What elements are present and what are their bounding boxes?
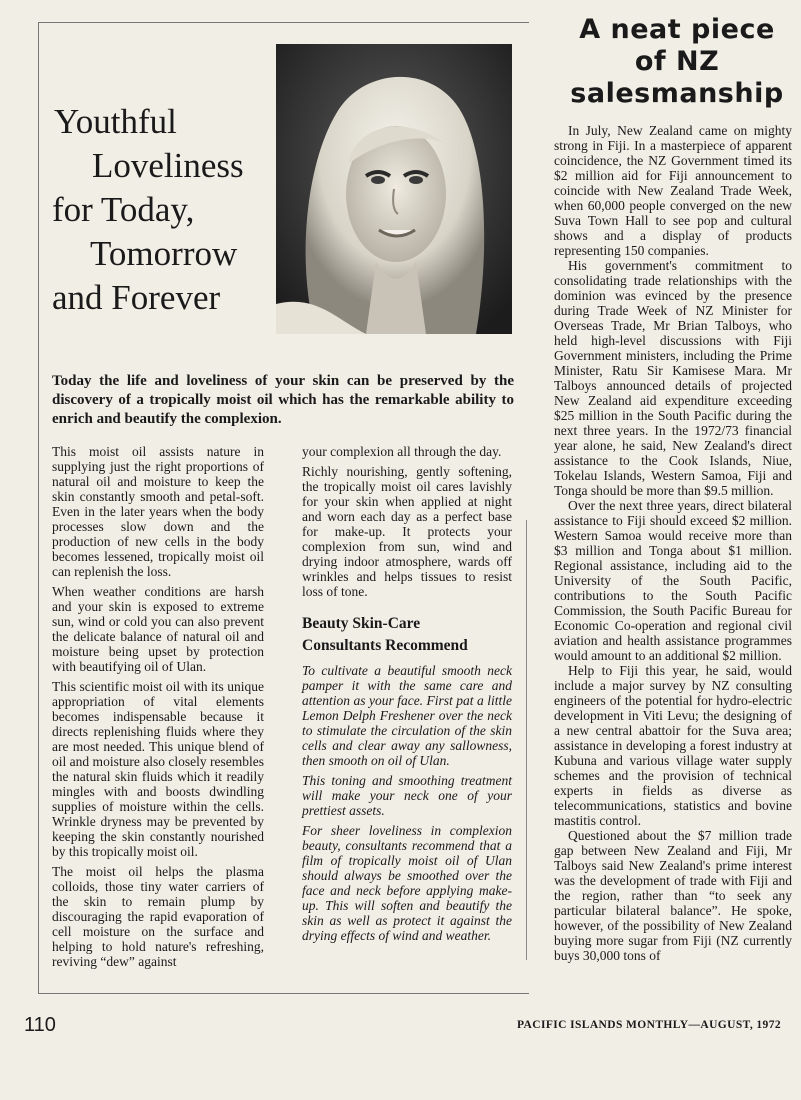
article-paragraph: Over the next three years, direct bilateral assistance to Fiji should exceed $2 million. Western Samoa would receive more than $3 million and Tonga about $1 million. Regional assistance, including aid to the University of the South Pacific, contributions to the South Pacific Commission, the South Pacific Bureau for Economic Co-operation and regional civil aviation and health assistance programmes would amount to an additional $2 million.	[554, 498, 792, 663]
ad-column-right	[302, 444, 512, 948]
title-line: A neat piece	[579, 14, 775, 45]
running-footer: PACIFIC ISLANDS MONTHLY—AUGUST, 1972	[516, 1019, 781, 1031]
headline-line: Loveliness	[92, 146, 244, 185]
title-line: salesmanship	[570, 78, 784, 109]
ad-paragraph: Richly nourishing, gently softening, the tropically moist oil cares lavishly for your skin when applied at night and worn each day as a perfect base for make-up. It protects your complexion from sun, wind and drying indoor atmosphere, wards off wrinkles and helps tissues to resist loss of tone.	[302, 464, 512, 599]
subheading-line: Consultants Recommend	[302, 637, 468, 654]
ad-italic-paragraph: To cultivate a beautiful smooth neck pamper it with the same care and attention as your face. First pat a little Lemon Delph Freshener over the neck to stimulate the circulation of the skin cells and clear away any sallowness, then smooth on oil of Ulan.	[302, 663, 512, 768]
headline-line: Tomorrow	[90, 234, 238, 273]
ad-paragraph: This scientific moist oil with its unique appropriation of vital elements becomes indispensable because it directs replenishing fluids where they are most needed. This unique blend of oil and moisture also closely resembles the natural skin fluids which it readily mingles with and boosts dwindling supplies of moisture within the cells. Wrinkle dryness may be prevented by keeping the skin constantly nourished by this tropically moist oil.	[52, 679, 264, 859]
woman-portrait-photo	[276, 44, 512, 334]
page-number: 110	[24, 1014, 56, 1036]
article-paragraph: In July, New Zealand came on mighty strong in Fiji. In a masterpiece of apparent coincidence, the NZ Government timed its $2 million aid for Fiji announcement to coincide with New Zealand Trade Week, when 60,000 people converged on the new Suva Town Hall to see pop and cultural shows and a display of products representing 150 companies.	[554, 123, 792, 258]
ad-subheading	[302, 613, 512, 657]
ad-italic-paragraph: For sheer loveliness in complexion beauty, consultants recommend that a film of tropically moist oil of Ulan should always be smoothed over the face and neck before applying make-up. This will soften and beautify the skin as well as protect it against the drying effects of wind and weather.	[302, 823, 512, 943]
subheading-line: Beauty Skin-Care	[302, 615, 421, 632]
ad-paragraph: your complexion all through the day.	[302, 444, 502, 459]
headline-line: for Today,	[52, 190, 195, 229]
ad-lead-paragraph: Today the life and loveliness of your skin can be preserved by the discovery of a tropically moist oil which has the remarkable ability to enrich and beautify the complexion.	[52, 373, 514, 427]
ad-paragraph: The moist oil helps the plasma colloids, those tiny water carriers of the skin to remain plump by discouraging the rapid evaporation of cell moisture on the surface and helping to hold nature's refreshing, reviving “dew” against	[52, 864, 264, 969]
ad-column-left	[52, 444, 264, 974]
article-paragraph: His government's commitment to consolidating trade relationships with the dominion was evinced by the presence during Trade Week of NZ Minister for Overseas Trade, Mr Brian Talboys, who held high-level discussions with Fiji Government ministers, including the Prime Minister, Ratu Sir Kamisese Mara. Mr Talboys announced details of projected New Zealand aid expenditure exceeding $25 million in the South Pacific during the next three years. In the 1972/73 financial year alone, he said, New Zealand's direct assistance to the Cook Islands, Niue, Tokelau Islands, Western Samoa, Fiji and Tonga should be more than $9.5 million.	[554, 258, 792, 498]
article-title	[560, 14, 794, 110]
article-paragraph: Help to Fiji this year, he said, would include a major survey by NZ consulting engineers of the potential for hydro-electric development in Viti Levu; the designing of a new central abattoir for the Suva area; assistance in developing a forest industry at Kubuna and various village water supply schemes and the provision of technical experts in fields as diverse as telecommunications, statistics and bovine mastitis control.	[554, 663, 792, 828]
ad-paragraph: This moist oil assists nature in supplying just the right proportions of natural oil and moisture to keep the skin constantly smooth and petal-soft. Even in the later years when the body processes slow down and the production of new cells in the body becomes lessened, tropically moist oil can replenish the loss.	[52, 444, 264, 579]
column-divider	[526, 520, 527, 960]
headline-line: and Forever	[52, 278, 221, 317]
ad-italic-paragraph: This toning and smoothing treatment will make your neck one of your prettiest assets.	[302, 773, 512, 818]
title-line: of NZ	[634, 46, 720, 77]
ad-headline	[52, 100, 272, 320]
article-body	[554, 123, 792, 963]
article-paragraph: Questioned about the $7 million trade gap between New Zealand and Fiji, Mr Talboys said New Zealand's prime interest was the development of trade with Fiji and the region, rather than “to seek any particular bilateral balance”. He spoke, however, of the possibility of New Zealand buying more sugar from Fiji (NZ currently buys 30,000 tons of	[554, 828, 792, 963]
headline-line: Youthful	[54, 102, 177, 141]
ad-paragraph: When weather conditions are harsh and your skin is exposed to extreme sun, wind or cold you can also prevent the delicate balance of natural oil and moisture being upset by protection with beautifying oil of Ulan.	[52, 584, 264, 674]
